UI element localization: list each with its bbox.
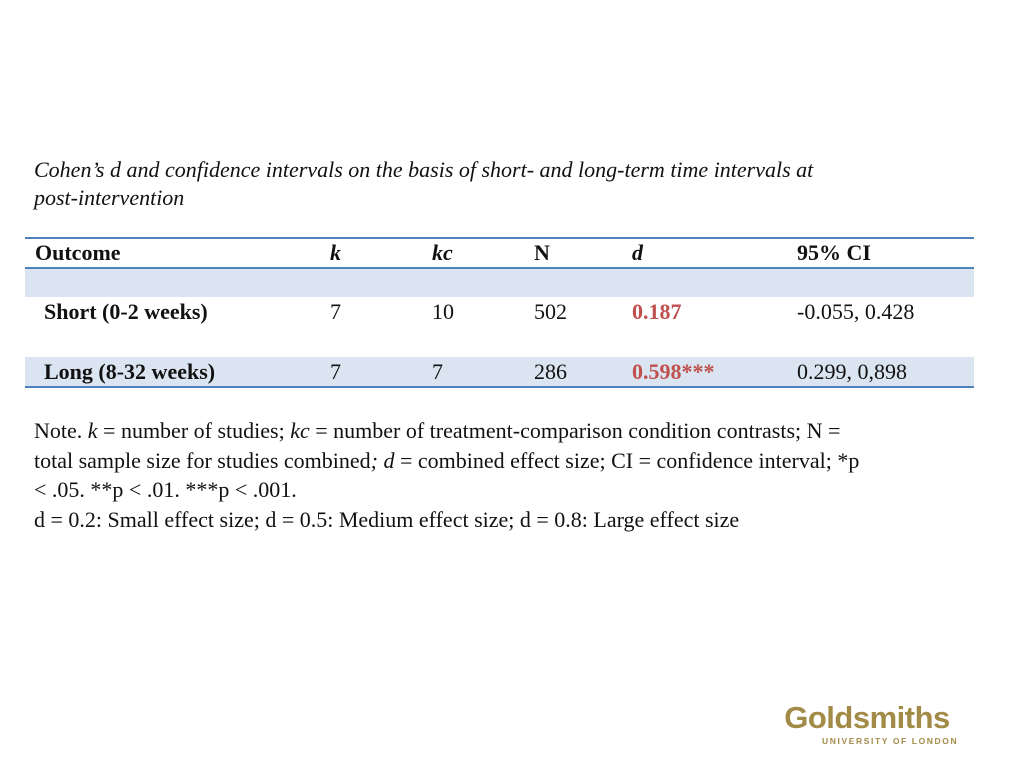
header-kc: kc: [432, 240, 453, 265]
results-table-container: [25, 237, 974, 388]
table-spacer-row: [25, 268, 974, 297]
header-d: d: [632, 240, 643, 265]
row-ci: -0.055, 0.428: [797, 299, 915, 324]
header-outcome: Outcome: [35, 240, 121, 265]
results-table: [25, 237, 974, 388]
row-ci: 0.299, 0,898: [797, 358, 907, 384]
row-kc: 7: [432, 358, 443, 384]
row-k: 7: [330, 358, 341, 384]
goldsmiths-logo: [782, 700, 959, 746]
table-row: [25, 297, 974, 327]
effect-size-legend: d = 0.2: Small effect size; d = 0.5: Medium effect size; d = 0.8: Large effect size: [34, 506, 740, 532]
header-ci: 95% CI: [797, 240, 871, 265]
header-k: k: [330, 240, 341, 265]
caption-line-2: post-intervention: [34, 185, 185, 210]
note-line-2: total sample size for studies combined; d = combined effect size; CI = confidence interval; *p: [34, 447, 860, 473]
note-line-3: < .05. **p < .01. ***p < .001.: [34, 477, 297, 502]
header-n: N: [534, 240, 550, 265]
row-n: 286: [534, 358, 567, 384]
row-kc: 10: [432, 299, 454, 324]
table-caption: [34, 156, 994, 212]
table-gap-row: [25, 327, 974, 357]
row-outcome: Short (0-2 weeks): [44, 299, 208, 324]
caption-line-1: Cohen’s d and confidence intervals on the basis of short- and long-term time intervals at: [34, 157, 814, 182]
table-notes: [34, 416, 994, 534]
note-line-1: Note. k = number of studies; kc = number of treatment-comparison condition contrasts; N =: [34, 418, 841, 443]
row-n: 502: [534, 299, 567, 324]
logo-subtitle: UNIVERSITY OF LONDON: [822, 736, 959, 746]
row-d: 0.598***: [632, 358, 715, 384]
row-outcome: Long (8-32 weeks): [44, 358, 216, 384]
logo-wordmark: Goldsmiths: [784, 700, 950, 735]
row-k: 7: [330, 299, 341, 324]
table-row: [25, 357, 974, 387]
table-header-row: [25, 238, 974, 268]
row-d: 0.187: [632, 299, 682, 324]
